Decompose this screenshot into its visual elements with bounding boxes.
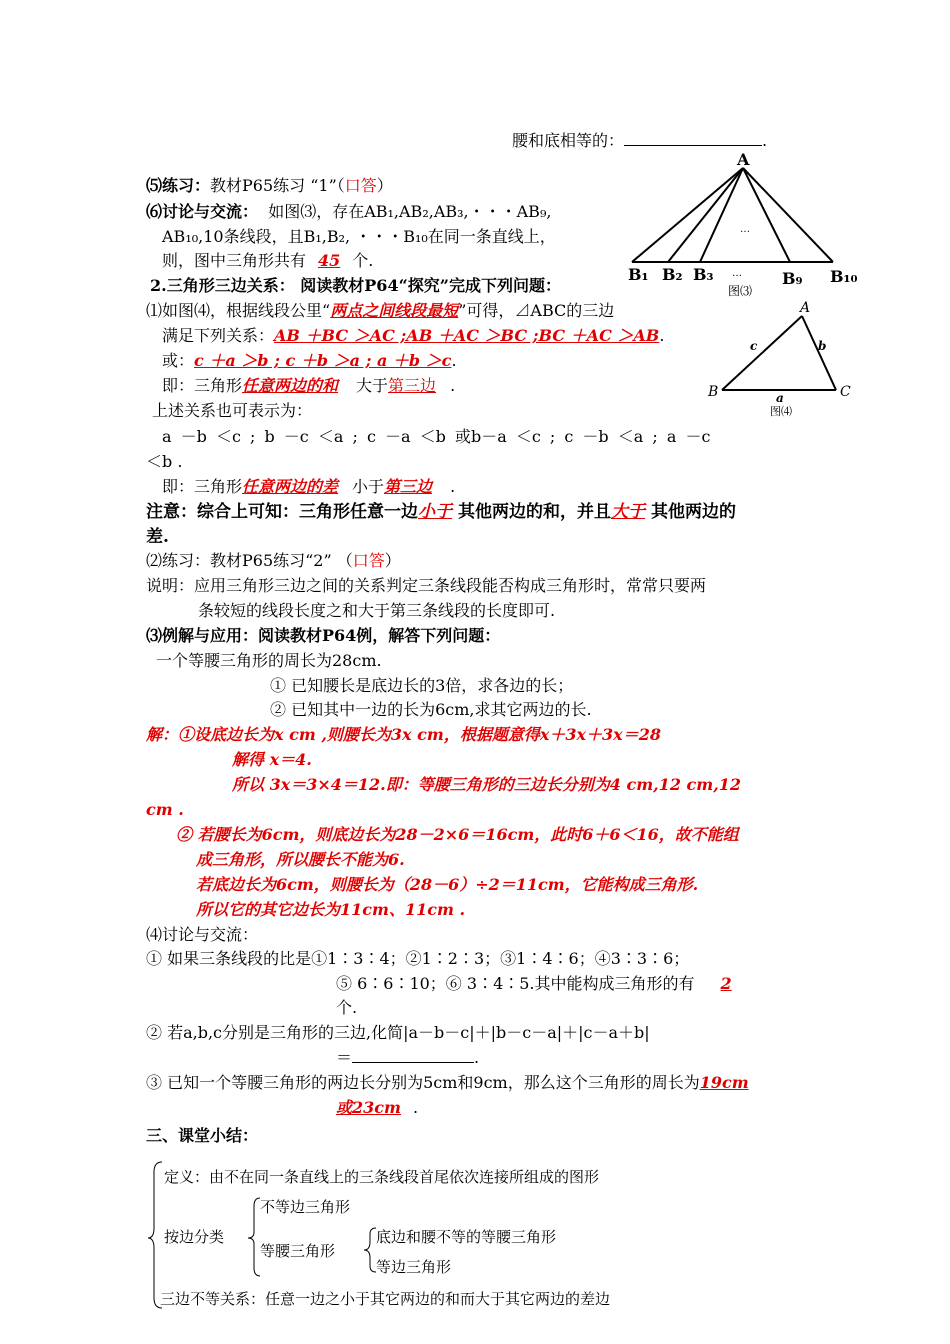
q1-conclusion2-end: .	[450, 477, 456, 496]
q1-conclusion2-a: 即：三角形	[162, 477, 243, 496]
q1-relation-label: 满足下列关系：	[162, 326, 275, 345]
q4-title: ⑷讨论与交流：	[146, 925, 259, 944]
solution-line5: ② 若腰长为6cm，则底边长为28－2×6＝16cm，此时6＋6＜16，故不能组	[176, 825, 739, 844]
note-text-c: 其他两边的	[651, 502, 736, 522]
fig4-caption: 图⑷	[770, 405, 792, 418]
section-3-title: 三、课堂小结：	[146, 1126, 259, 1145]
note-answer-less: 小于	[418, 502, 452, 522]
fig3-caption: 图⑶	[728, 284, 753, 298]
fig3-dots-2: …	[732, 268, 742, 279]
q1-answer-third-side: 第三边	[388, 376, 437, 395]
q3-line1: 一个等腰三角形的周长为28cm.	[156, 651, 382, 670]
section-2-title: 2.三角形三边关系： 阅读教材P64“探究”完成下列问题：	[150, 276, 561, 295]
triangle-count-answer: 45	[318, 251, 341, 270]
q1-line1	[146, 300, 614, 322]
summary-isosceles: 等腰三角形	[260, 1242, 336, 1260]
q4-perimeter-end: .	[412, 1098, 419, 1117]
q1-relation-end: .	[659, 326, 665, 345]
summary-by-side: 按边分类	[164, 1228, 225, 1246]
fig4-a: a	[776, 391, 784, 405]
q1-difference-relations: a －b ＜c ; b －c ＜a ; c －a ＜b 或b－a ＜c ; c －b ＜a ; a －c	[162, 427, 711, 446]
q4-equals: ＝	[336, 1048, 353, 1067]
discussion-6-label: ⑹讨论与交流：	[146, 202, 259, 221]
practice-5-label: ⑸练习：	[146, 176, 211, 195]
q4-line4: ② 若a,b,c分别是三角形的三边,化简|a－b－c|＋|b－c－a|＋|c－a＋b|	[146, 1023, 650, 1042]
q1-line6	[162, 426, 710, 448]
q4-simplify-end: .	[474, 1048, 480, 1067]
q1-conclusion-b: 大于	[356, 376, 389, 395]
summary-equilateral: 等边三角形	[376, 1258, 452, 1276]
discussion-6-line2: AB₁₀,10条线段，且B₁,B₂, ・・・B₁₀在同一条直线上，	[162, 227, 556, 246]
solution-line2: 解得 x＝4.	[232, 750, 312, 769]
practice-5-text: 教材P65练习 “1”（	[210, 176, 345, 195]
fig3-b3: B₃	[693, 265, 714, 284]
q4-simplify-blank	[352, 1048, 474, 1063]
q1-text1: ⑴如图⑷，根据线段公里“	[146, 301, 331, 320]
discussion-6-text3: 则，图中三角形共有	[162, 251, 307, 270]
q4-ratio-text: ⑤ 6∶6∶10；⑥ 3∶4∶5.其中能构成三角形的有	[336, 974, 695, 993]
q1-answer-third-side-2: 第三边	[384, 477, 433, 496]
fig3-apex: A	[737, 150, 750, 169]
q4-answer-count: 2	[720, 974, 732, 993]
discussion-6-text1: 如图⑶，存在AB₁,AB₂,AB₃,・・・AB₉,	[268, 202, 552, 221]
q1-line2	[162, 325, 664, 347]
solution-line1: 解：①设底边长为x cm ,则腰长为3x cm，根据题意得x＋3x＋3x＝28	[146, 725, 661, 744]
discussion-6-unit: 个.	[352, 251, 374, 270]
q4-line5	[336, 1047, 479, 1069]
summary-scalene: 不等边三角形	[260, 1198, 351, 1216]
q4-line6	[146, 1072, 749, 1094]
note-text-b: 其他两边的和，并且	[458, 502, 611, 522]
q2-close: ）	[384, 551, 401, 570]
fig4-b: b	[818, 339, 827, 353]
q1-line5: 上述关系也可表示为：	[152, 401, 313, 420]
note-line2: 差.	[146, 527, 169, 547]
q1-or-end: .	[451, 351, 457, 370]
q3-line2: ① 已知腰长是底边长的3倍，求各边的长；	[270, 676, 574, 695]
explain-line1: 说明：应用三角形三边之间的关系判定三条线段能否构成三角形时，常常只要两	[146, 576, 707, 595]
q4-answer-19cm: 19cm	[699, 1073, 749, 1092]
solution-line8: 所以它的其它边长为11cm、11cm .	[196, 900, 466, 919]
q1-conclusion2-b: 小于	[352, 477, 385, 496]
solution-line4: cm .	[146, 800, 184, 819]
q1-line3	[162, 350, 457, 372]
q1-conclusion-end: .	[450, 376, 456, 395]
q2-answer: 口答	[352, 551, 385, 570]
fig4-c: c	[750, 339, 758, 353]
solution-line7: 若底边长为6cm，则腰长为（28－6）÷2＝11cm，它能构成三角形.	[196, 875, 699, 894]
discussion-6-line1	[146, 201, 551, 223]
q1-line4	[162, 375, 455, 397]
q4-answer-23cm: 或23cm	[336, 1098, 401, 1117]
q2-text: ⑵练习：教材P65练习“2” （	[146, 551, 353, 570]
answer-blank	[624, 131, 762, 146]
q1-line7: ＜b .	[146, 452, 183, 471]
fig3-b10: B₁₀	[830, 267, 858, 286]
note-text-a: 注意：综合上可知：三角形任意一边	[146, 502, 418, 522]
waist-base-line: 腰和底相等的： .	[512, 131, 768, 150]
fig4-A: A	[800, 300, 811, 316]
waist-base-label: 腰和底相等的：	[512, 131, 625, 150]
solution-line6: 成三角形，所以腰长不能为6.	[196, 850, 405, 869]
q4-line3: 个.	[336, 998, 358, 1017]
q1-conclusion-a: 即：三角形	[162, 376, 243, 395]
note-line1	[146, 501, 736, 523]
q1-answer-difference: 任意两边的差	[242, 477, 339, 496]
q4-line2	[336, 973, 732, 995]
figure-3	[628, 148, 868, 300]
q3-title: ⑶例解与应用：阅读教材P64例，解答下列问题：	[146, 626, 501, 645]
q3-line3: ② 已知其中一边的长为6cm,求其它两边的长.	[270, 700, 592, 719]
solution-line3: 所以 3x＝3×4＝12.即：等腰三角形的三边长分别为4 cm,12 cm,12	[232, 775, 742, 794]
summary-definition: 定义：由不在同一条直线上的三条线段首尾依次连接所组成的图形	[164, 1168, 600, 1186]
fig3-b1: B₁	[628, 265, 649, 284]
fig3-b9: B₉	[782, 269, 803, 288]
q4-perimeter-text: ③ 已知一个等腰三角形的两边长分别为5cm和9cm，那么这个三角形的周长为	[146, 1073, 700, 1092]
figure-4	[700, 298, 860, 422]
q1-text1b: ”可得，⊿ABC的三边	[458, 301, 615, 320]
q1-or-label: 或：	[162, 351, 195, 370]
note-answer-greater: 大于	[611, 502, 645, 522]
q1-relation-answer: AB ＋BC ＞AC ;AB ＋AC ＞BC ;BC ＋AC ＞AB	[274, 326, 660, 345]
q4-line1: ① 如果三条线段的比是①1∶3∶4；②1∶2∶3；③1∶4∶6；④3∶3∶6；	[146, 949, 690, 968]
practice-5	[146, 175, 393, 197]
practice-5-answer: 口答	[344, 176, 377, 195]
q4-line7	[336, 1097, 418, 1119]
explain-line2: 条较短的线段长度之和大于第三条线段的长度即可.	[198, 601, 556, 620]
q1-answer-shortest: 两点之间线段最短	[330, 301, 459, 320]
q2-line	[146, 550, 401, 572]
q1-or-answer: c ＋a ＞b ; c ＋b ＞a ; a ＋b ＞c	[194, 351, 452, 370]
summary-iso-unequal: 底边和腰不等的等腰三角形	[376, 1228, 557, 1246]
fig3-b2: B₂	[662, 265, 683, 284]
summary-inequality: 三边不等关系：任意一边之小于其它两边的和而大于其它两边的差边	[160, 1290, 611, 1308]
q1-line8	[162, 476, 455, 498]
fig4-B: B	[708, 384, 719, 400]
discussion-6-line3	[162, 250, 373, 272]
q1-answer-sum: 任意两边的和	[242, 376, 339, 395]
fig4-C: C	[840, 384, 851, 400]
practice-5-close: ）	[376, 176, 393, 195]
fig3-dots-1: …	[740, 224, 750, 235]
